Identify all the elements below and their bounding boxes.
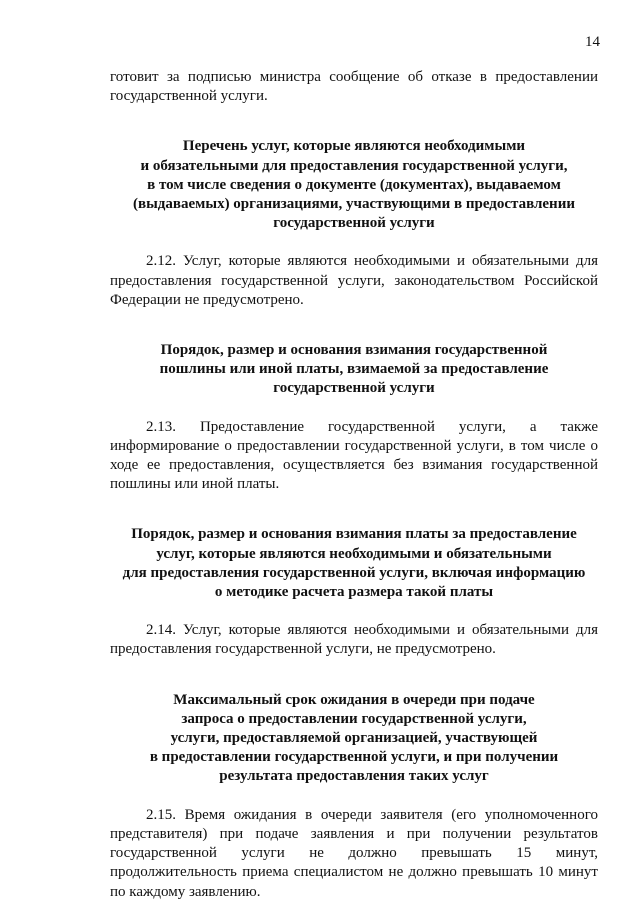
heading-line: услуг, которые являются необходимыми и обязательными: [156, 545, 552, 562]
heading-line: Порядок, размер и основания взимания государственной: [160, 342, 548, 359]
paragraph-2-15: 2.15. Время ожидания в очереди заявителя (его уполномоченного представителя) при подаче заявления и при получении результатов государственной услуги не должно превышать 15 минут, продолжительность приема специалистом не должно превышать 10 минут по каждому заявлению.: [110, 806, 598, 900]
paragraph-2-14: 2.14. Услуг, которые являются необходимыми и обязательными для предоставления государственной услуги, не предусмотрено.: [110, 622, 598, 658]
paragraph-2-12: 2.12. Услуг, которые являются необходимыми и обязательными для предоставления государственной услуги, законодательством Российской Федерации не предусмотрено.: [110, 253, 598, 308]
heading-line: в том числе сведения о документе (документах), выдаваемом: [147, 176, 561, 193]
document-body: [110, 68, 598, 902]
heading-line: для предоставления государственной услуги, включая информацию: [122, 564, 586, 581]
heading-line: о методике расчета размера такой платы: [214, 584, 494, 601]
heading-line: результата предоставления таких услуг: [219, 768, 489, 785]
heading-line: пошлины или иной платы, взимаемой за предоставление: [159, 361, 549, 378]
heading-line: запроса о предоставлении государственной услуги,: [181, 710, 527, 727]
heading-line: услуги, предоставляемой организацией, участвующей: [170, 730, 538, 747]
page-number: 14: [585, 34, 600, 50]
heading-line: (выдаваемых) организациями, участвующими в предоставлении: [132, 196, 575, 213]
section-heading-services-list: [110, 137, 598, 233]
paragraph-2-13: 2.13. Предоставление государственной услуги, а также информирование о предоставлении государственной услуги, в том числе о ходе ее предоставления, осуществляется без взимания государственной пошлины или иной платы.: [110, 418, 598, 493]
heading-line: в предоставлении государственной услуги, и при получении: [149, 749, 559, 766]
heading-line: государственной услуги: [273, 215, 435, 232]
section-heading-waiting-time: [110, 691, 598, 787]
section-heading-payment: [110, 525, 598, 602]
heading-line: Перечень услуг, которые являются необходимыми: [182, 138, 526, 155]
heading-line: Максимальный срок ожидания в очереди при подаче: [173, 691, 535, 708]
heading-line: Порядок, размер и основания взимания платы за предоставление: [131, 526, 577, 543]
section-heading-state-fee: [110, 341, 598, 399]
intro-paragraph: готовит за подписью министра сообщение об отказе в предоставлении государственной услуги.: [110, 69, 598, 105]
heading-line: государственной услуги: [273, 380, 435, 397]
heading-line: и обязательными для предоставления государственной услуги,: [140, 157, 568, 174]
